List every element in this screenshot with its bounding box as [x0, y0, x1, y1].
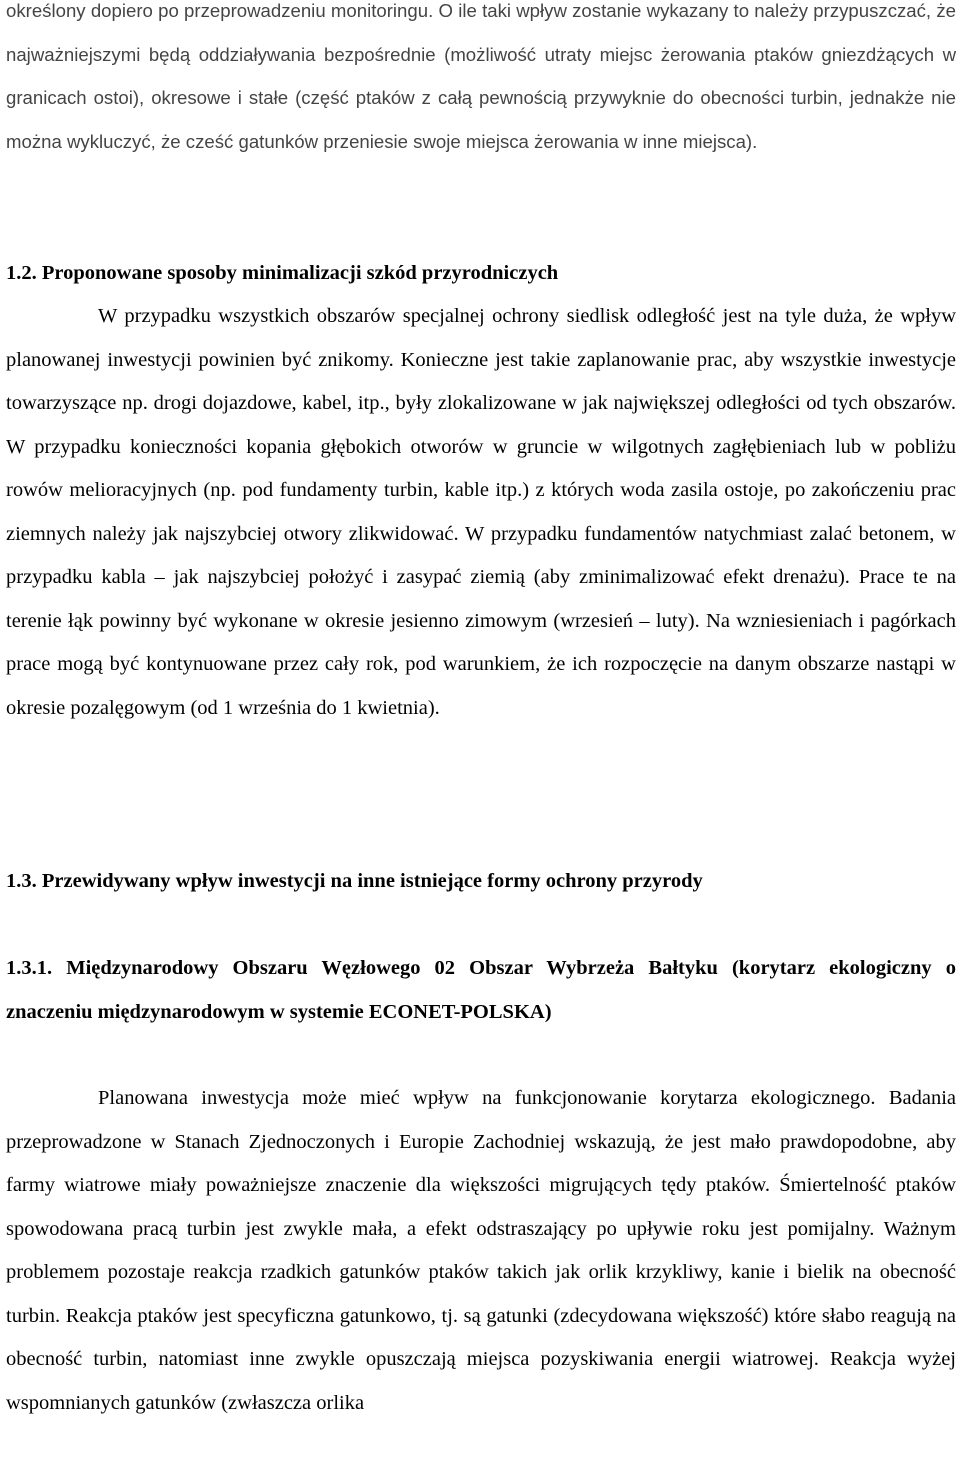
section-1-3-1-heading-text: 1.3.1. Międzynarodowy Obszaru Węzłowego 02 Obszar Wybrzeża Bałtyku (korytarz ekologiczny o znaczeniu międzynarodowym w systemie ECONET-POLSKA) — [6, 957, 956, 1023]
section-1-2-text: W przypadku wszystkich obszarów specjalnej ochrony siedlisk odległość jest na tyle duża, że wpływ planowanej inwestycji powinien być znikomy. Konieczne jest takie zaplanowanie prac, aby wszystkie inwestycje towarzyszące np. drogi dojazdowe, kabel, itp., były zlokalizowane w jak największej odległości od tych obszarów. W przypadku konieczności kopania głębokich otworów w gruncie w wilgotnych zagłębieniach lub w pobliżu rowów melioracyjnych (np. pod fundamenty turbin, kable itp.) z których woda zasila ostoje, po zakończeniu prac ziemnych należy jak najszybciej otwory zlikwidować. W przypadku fundamentów natychmiast zalać betonem, w przypadku kabla – jak najszybciej położyć i zasypać ziemią (aby zminimalizować efekt drenażu). Prace te na terenie łąk powinny być wykonane w okresie jesienno zimowym (wrzesień – luty). Na wzniesieniach i pagórkach prace mogą być kontynuowane przez cały rok, pod warunkiem, że ich rozpoczęcie na danym obszarze nastąpi w okresie pozalęgowym (od 1 września do 1 kwietnia). — [6, 305, 956, 719]
section-1-3-1-text: Planowana inwestycja może mieć wpływ na funkcjonowanie korytarza ekologicznego. Badania przeprowadzone w Stanach Zjednoczonych i Europie Zachodniej wskazują, że jest mało prawdopodobne, aby farmy wiatrowe miały poważniejsze znaczenie dla większości migrujących tędy ptaków. Śmiertelność ptaków spowodowana pracą turbin jest zwykle mała, a efekt odstraszający po upływie roku jest pomijalny. Ważnym problemem pozostaje reakcja rzadkich gatunków ptaków takich jak orlik krzykliwy, kanie i bielik na obecność turbin. Reakcja ptaków jest specyficzna gatunkowo, tj. są gatunki (zdecydowana większość) które słabo reagują na obecność turbin, natomiast inne zwykle opuszczają miejsca pozyskiwania energii wiatrowej. Reakcja wyżej wspomnianych gatunków (zwłaszcza orlika — [6, 1087, 956, 1414]
section-1-2-body — [6, 295, 956, 730]
section-1-3-1-heading — [6, 947, 956, 1034]
section-1-2-heading: 1.2. Proponowane sposoby minimalizacji szkód przyrodniczych — [6, 262, 559, 284]
intro-text: określony dopiero po przeprowadzeniu monitoringu. O ile taki wpływ zostanie wykazany to należy przypuszczać, że najważniejszymi będą oddziaływania bezpośrednie (możliwość utraty miejsc żerowania ptaków gniezdżących w granicach ostoi), okresowe i stałe (część ptaków z całą pewnością przywyknie do obecności turbin, jednakże nie można wykluczyć, że cześć gatunków przeniesie swoje miejsca żerowania w inne miejsca). — [6, 0, 956, 152]
section-1-3-heading: 1.3. Przewidywany wpływ inwestycji na inne istniejące formy ochrony przyrody — [6, 870, 703, 892]
intro-paragraph — [6, 0, 956, 163]
section-1-3-1-body — [6, 1077, 956, 1425]
